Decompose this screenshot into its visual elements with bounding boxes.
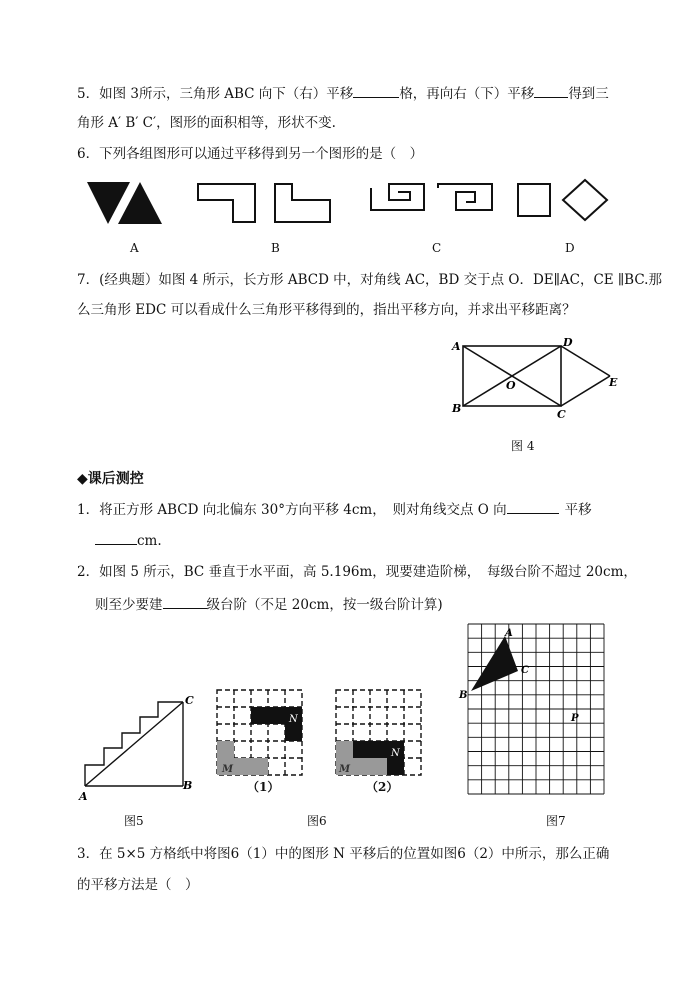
section-title: ◆课后测控 (77, 471, 144, 487)
h1-blank-1[interactable] (507, 499, 559, 514)
h1-line1 (77, 499, 592, 519)
fig6-caption: 图6 (307, 814, 327, 828)
fig4-label-a: A (452, 340, 461, 353)
h2-text-b: 级台阶（不足 20cm，按一级台阶计算) (206, 597, 443, 613)
fig4-label-e: E (609, 376, 618, 389)
h2-line1: 2．如图 5 所示，BC 垂直于水平面，高 5.196m，现要建造阶梯， 每级台阶不超过 20cm， (77, 564, 637, 580)
q6-d-diamond (563, 180, 607, 220)
fig4-label-c: C (557, 408, 566, 421)
fig7-label-p: P (571, 713, 579, 724)
h2-line2 (95, 594, 443, 614)
q6-option-b[interactable]: B (271, 241, 280, 255)
fig4-rectangle (0, 336, 695, 426)
fig5-label-b: B (183, 779, 193, 792)
fig4-label-b: B (452, 402, 462, 415)
q5-line1 (77, 83, 609, 103)
q6-figures (0, 178, 695, 238)
fig5-hypotenuse-ac (85, 702, 183, 786)
fig7-label-a: A (505, 628, 513, 639)
h1-blank-2[interactable] (95, 530, 137, 545)
fig4-segment-ce (561, 376, 610, 406)
fig6-sub2: （2） (366, 780, 399, 794)
h3-line2: 的平移方法是（ ） (77, 877, 199, 893)
fig7-caption: 图7 (546, 814, 566, 828)
q5-text-a: 5．如图 3所示，三角形 ABC 向下（右）平移 (77, 86, 354, 102)
h1-line2 (95, 530, 162, 550)
fig6-2-label-m: M (339, 764, 351, 775)
fig7-triangle-abc (471, 636, 518, 691)
fig7-grid (458, 618, 618, 798)
fig4-label-d: D (563, 336, 573, 349)
q5-text-b: 格，再向右（下）平移 (399, 86, 535, 102)
fig4-label-o: O (506, 379, 516, 392)
q6-option-a[interactable]: A (130, 241, 139, 255)
fig4-caption: 图 4 (511, 439, 535, 453)
fig6-1-label-m: M (222, 764, 234, 775)
q6-b-shape-right (275, 184, 330, 222)
q6-c-shape-right (438, 184, 492, 210)
q7-line1: 7．(经典题）如图 4 所示，长方形 ABCD 中，对角线 AC，BD 交于点 O．DE∥AC，CE ∥BC.那 (77, 272, 662, 288)
fig5-label-c: C (185, 694, 194, 707)
q6-d-square (518, 184, 550, 216)
q5-blank-2[interactable] (534, 83, 568, 98)
fig4-segment-de (561, 346, 610, 376)
fig6-1-label-n: N (289, 714, 298, 725)
h1-text-b: 平移 (564, 502, 592, 518)
h3-line1: 3．在 5×5 方格纸中将图6（1）中的图形 N 平移后的位置如图6（2）中所示，那么正确 (77, 846, 610, 862)
h1-text-c: cm. (137, 533, 162, 549)
fig6-sub1: （1） (247, 780, 280, 794)
q6-b-shape-left (198, 184, 255, 222)
q5-text-c: 得到三 (568, 86, 609, 102)
fig5-caption: 图5 (124, 814, 144, 828)
q6-c-shape-left (371, 184, 424, 210)
fig7-grid-lines (468, 624, 604, 794)
fig6-2-label-n: N (391, 748, 400, 759)
fig7-label-b: B (459, 690, 468, 701)
h2-text-a: 则至少要建 (95, 597, 163, 613)
q6-option-d[interactable]: D (565, 241, 575, 255)
fig6-grid-2 (332, 686, 427, 781)
h2-blank[interactable] (163, 594, 207, 609)
fig7-label-c: C (521, 665, 529, 676)
q5-line2: 角形 A′ B′ C′，图形的面积相等，形状不变. (77, 115, 336, 131)
fig5-label-a: A (79, 790, 88, 803)
q6-stem: 6．下列各组图形可以通过平移得到另一个图形的是（ ） (77, 146, 424, 162)
fig6-grid-1 (213, 686, 308, 781)
h1-text-a: 1．将正方形 ABCD 向北偏东 30°方向平移 4cm， 则对角线交点 O 向 (77, 502, 507, 518)
q5-blank-1[interactable] (353, 83, 399, 98)
q7-line2: 么三角形 EDC 可以看成什么三角形平移得到的，指出平移方向，并求出平移距离？ (77, 302, 576, 318)
q6-option-c[interactable]: C (432, 241, 442, 255)
